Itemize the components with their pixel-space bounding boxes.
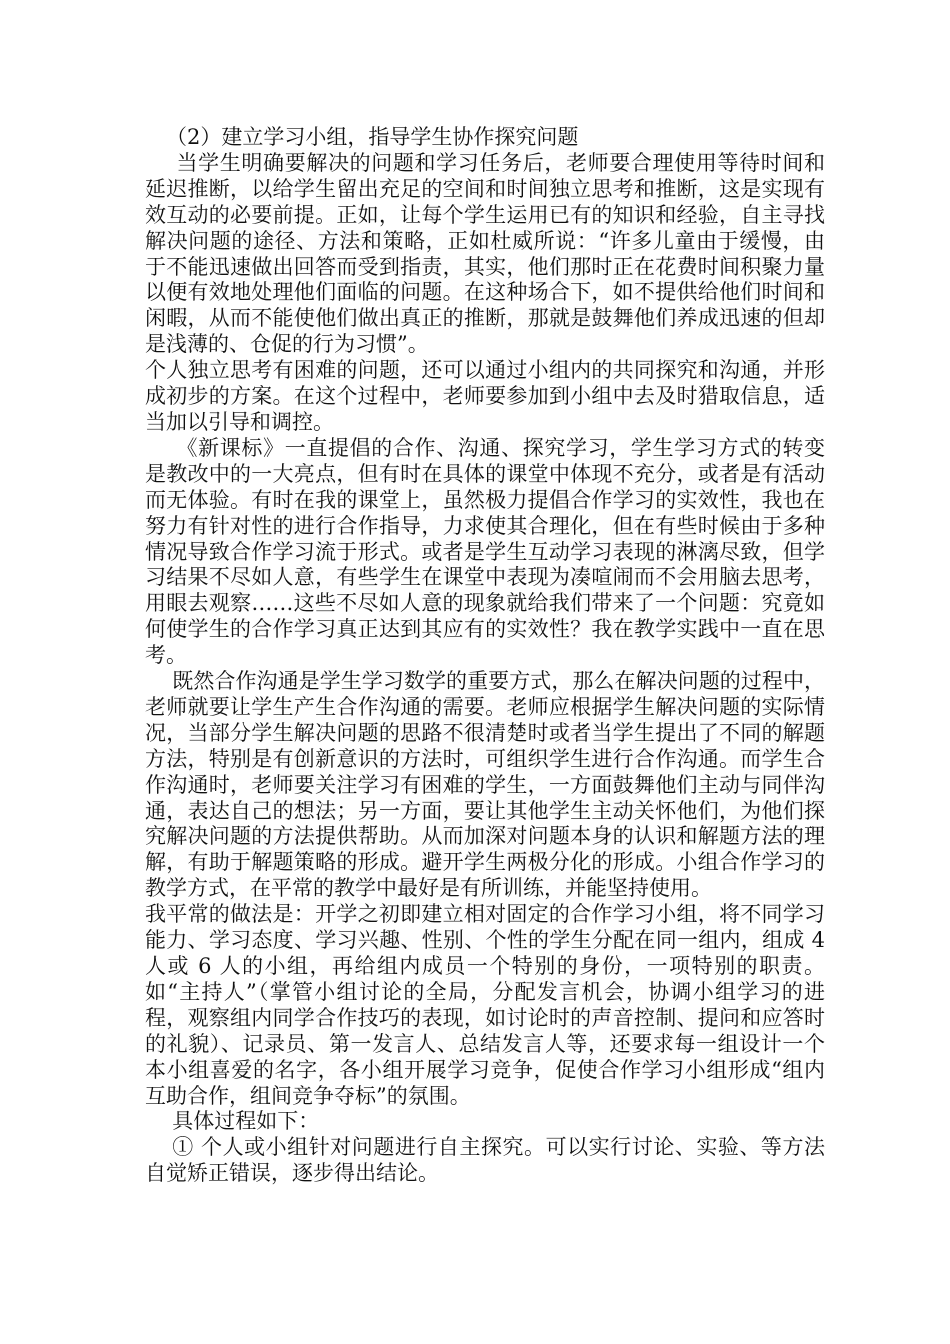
paragraph-my-practice: 我平常的做法是：开学之初即建立相对固定的合作学习小组，将不同学习能力、学习态度、学习兴趣、性别、个性的学生分配在同一组内，组成 4 人或 6 人的小组，再给组内成员一个特别的身份，一项特别的职责。如“主持人”（掌管小组讨论的全局，分配发言机会，协调小组学习的进程，观察组内同学合作技巧的表现，如讨论时的声音控制、提问和应答时的礼貌）、记录员、第一发言人、总结发言人等，还要求每一组设计一个本小组喜爱的名字，各小组开展学习竞争，促使合作学习小组形成“组内互助合作，组间竞争夺标”的氛围。 (145, 902, 825, 1108)
paragraph-cooperation: 既然合作沟通是学生学习数学的重要方式，那么在解决问题的过程中，老师就要让学生产生合作沟通的需要。老师应根据学生解决问题的实际情况，当部分学生解决问题的思路不很清楚时或者当学生提出了不同的解题方法，特别是有创新意识的方法时，可组织学生进行合作沟通。而学生合作沟通时，老师要关注学习有困难的学生，一方面鼓舞他们主动与同伴沟通，表达自己的想法；另一方面，要让其他学生主动关怀他们，为他们探究解决问题的方法提供帮助。从而加深对问题本身的认识和解题方法的理解，有助于解题策略的形成。避开学生两极分化的形成。小组合作学习的教学方式，在平常的教学中最好是有所训练，并能坚持使用。 (145, 669, 825, 901)
paragraph-waiting-time: 当学生明确要解决的问题和学习任务后，老师要合理使用等待时间和延迟推断，以给学生留出充足的空间和时间独立思考和推断，这是实现有效互动的必要前提。正如，让每个学生运用已有的知识和经验，自主寻找解决问题的途径、方法和策略，正如杜威所说：“许多儿童由于缓慢，由于不能迅速做出回答而受到指责，其实，他们那时正在花费时间积聚力量以便有效地处理他们面临的问题。在这种场合下，如不提供给他们时间和闲暇，从而不能使他们做出真正的推断，那就是鼓舞他们养成迅速的但却是浅薄的、仓促的行为习惯”。 (145, 150, 825, 357)
paragraph-group-discussion: 个人独立思考有困难的问题，还可以通过小组内的共同探究和沟通，并形成初步的方案。在这个过程中，老师要参加到小组中去及时猎取信息，适当加以引导和调控。 (145, 358, 825, 434)
paragraph-new-curriculum: 《新课标》一直提倡的合作、沟通、探究学习，学生学习方式的转变是教改中的一大亮点，但有时在具体的课堂中体现不充分，或者是有活动而无体验。有时在我的课堂上，虽然极力提倡合作学习的实效性，我也在努力有针对性的进行合作指导，力求使其合理化，但在有些时候由于多种情况导致合作学习流于形式。或者是学生互动学习表现的淋漓尽致，但学习结果不尽如人意，有些学生在课堂中表现为凑喧闹而不会用脑去思考，用眼去观察……这些不尽如人意的现象就给我们带来了一个问题：究竟如何使学生的合作学习真正达到其应有的实效性？我在教学实践中一直在思考。 (145, 435, 825, 668)
section-heading: （2）建立学习小组，指导学生协作探究问题 (166, 125, 579, 149)
paragraph-process-intro: 具体过程如下： (172, 1109, 320, 1134)
document-page (145, 125, 825, 1187)
paragraph-step-one: ① 个人或小组针对问题进行自主探究。可以实行讨论、实验、等方法自觉矫正错误，逐步得出结论。 (145, 1135, 825, 1186)
